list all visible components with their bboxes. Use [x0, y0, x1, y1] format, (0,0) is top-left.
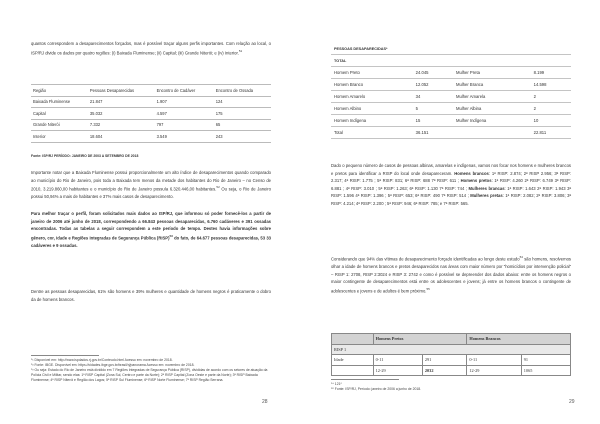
- table-cell: Baixada Fluminense: [33, 99, 71, 105]
- table-cell: 3.549: [156, 133, 167, 139]
- paragraph-baixada: Importante notar que a Baixada Fluminense possui proporcionalmente um alto índice de desaparecimentos quando comparado ao município do Rio de Janeiro, pois toda a Baixada tem menos da metade dos habitantes do Rio de Janeiro – no Censo de 2010, 3.219.860,00 habitantes e o município do Rio de Janeiro possuía 6.320.446,00 habitantes.$^{52}$ Ou seja, o Rio de Janeiro possui 50,94% a mais de habitantes e 37% mais casos de desaparecimento.: [31, 170, 271, 200]
- page-number: 29: [569, 399, 575, 405]
- table-cell: 65: [215, 122, 221, 128]
- table-cell: Homem Amarelo: [334, 94, 366, 99]
- region-table-header: [31, 85, 271, 97]
- table-cell: 12.052: [415, 82, 429, 87]
- table-row: [31, 108, 271, 120]
- table-cell: Total: [334, 130, 343, 135]
- footnote: ⁵³ Ou seja: Estado do Rio de Janeiro está dividido em 7 Regiões Integradas de Segurança Pública (RISP), divididas de acordo com os setores de atuação da Polícia Civil e Militar, sendo elas: 1ª RISP Capital (Zona Sul, Centro e parte da Norte); 2ª RISP Capital (Zona Oeste e parte da Norte); 3ª RISP Baixada Fluminense; 4ª RISP Niterói e Região dos Lagos; 5ª RISP Sul Fluminense; 6ª RISP Norte Fluminense; 7ª RISP Região Serrana.: [31, 367, 268, 382]
- intro-paragraph: quantos correspondem a desaparecimentos forçados, mas é possível traçar alguns perfis importantes. Com relação ao local, o ISP/RJ divide os dados por quatro regiões: (i) Baixada Fluminense; (ii) Capital; (iii) Grande Niterói; e (iv) Interior.$^{51}$: [31, 41, 271, 55]
- table-cell: 2032: [422, 365, 467, 376]
- table-cell: 243: [215, 133, 223, 139]
- header-cell: Encontro de Ossada: [215, 87, 254, 93]
- table-cell: 175: [215, 110, 223, 116]
- header-cell: [332, 334, 374, 345]
- table-cell: 4.597: [156, 110, 167, 116]
- table-row: [31, 119, 271, 131]
- missing-persons-table: [331, 43, 571, 139]
- table-cell: 2: [533, 106, 536, 111]
- region-table: [31, 84, 271, 143]
- table-title: PESSOAS DESAPARECIDAS*: [334, 46, 388, 51]
- table-cell: 5: [415, 106, 419, 111]
- table-cell: 14.598: [533, 82, 547, 87]
- table-row: [331, 115, 571, 127]
- paragraph-profile: Para melhor traçar o perfil, foram solicitados mais dados ao ISP/RJ, que informou só poder fornecê-los a partir de janeiro de 2006 até junho de 2018, correspondendo a 66.843 pessoas desaparecidas, 6.760 cadáveres e 391 ossadas encontradas. Todas as tabelas a seguir correspondem a este período de tempo. Destes havia informações sobre gênero, cor, idade e Regiões Integradas de Segurança Pública (RISP)$^{53}$ do fato, de 64.677 pessoas desaparecidas, 53 33 cadáveres e 9 ossadas.: [31, 211, 271, 248]
- table-cell: 797: [156, 122, 164, 128]
- footnote-divider: [31, 355, 99, 356]
- header-cell: Encontro de Cadáver: [156, 87, 196, 93]
- table-row: [332, 365, 571, 376]
- table-cell: Interior: [33, 133, 46, 139]
- header-cell: Pessoas Desaparecidas: [89, 87, 135, 93]
- table-row: [332, 355, 571, 366]
- table-row: [331, 103, 571, 115]
- table-cell: Mulher Albina: [455, 106, 482, 111]
- table-cell: 18.604: [89, 133, 103, 139]
- table-cell: Mulher Branca: [455, 82, 484, 87]
- table-row: [331, 127, 571, 139]
- table-cell: Mulher Indígena: [455, 118, 487, 123]
- table-cell: 1.907: [156, 99, 167, 105]
- table-cell: 34: [415, 94, 421, 99]
- page-number: 28: [262, 399, 268, 405]
- table-row: [31, 96, 271, 108]
- footnote: ⁵² Fonte: IBGE. Disponível em: https://cidades.ibge.gov.br/brasil/rj/panorama Acesso em: novembro de 2018.: [31, 362, 195, 367]
- paragraph-risp: Dado o pequeno número de casos de pessoas albinas, amarelas e indígenas, vamos nos focar nos homens e mulheres brancos e pretos para identificar a RISP do local onde desapareceram. Homens brancos: 1ª RISP: 2.874; 2ª RISP 2.956; 3ª RISP: 2.317; 4ª RISP: 1.775 ; 5ª RISP: 831; 6ª RISP: 688 7ª RISP: 611 ; Homens pretos: 1ª RISP: 4.260 2ª RISP: 6.749 3ª RISP: 6.881 ; 4ª RISP: 3.010 ; 5ª RISP: 1.263; 6ª RISP: 1.130 7ª RISP: 744 ; Mulheres brancas: 1ª RISP: 1.643 2ª RISP: 1.943 3ª RISP: 1.596 4ª RISP: 1.396 ; 5ª RISP: 653; 6ª RISP: 490 7ª RISP: 514 ; Mulheres pretas: 1ª RISP: 2.082; 2ª RISP: 3.806; 3ª RISP: 4.214; 4ª RISP: 2.200 ; 5ª RISP: 946; 6ª RISP: 785; e 7ª RISP: 565.: [331, 163, 572, 206]
- table-title-row: [331, 43, 571, 55]
- table-subtitle-row: [331, 55, 571, 67]
- table-cell: 8.199: [533, 70, 545, 75]
- table-cell: 21.847: [89, 99, 103, 105]
- table-cell: 36.151: [415, 130, 429, 135]
- table-cell: 7.332: [89, 122, 101, 128]
- table-cell: 10: [533, 118, 539, 123]
- table-source: Fonte: ISP/RJ PERÍODO: JANEIRO DE 2003 A SETEMBRO DE 2018: [31, 154, 139, 158]
- header-cell: Região: [33, 87, 46, 93]
- table-cell: 2: [533, 94, 536, 99]
- footnote: ⁵⁴ 121º: [331, 382, 342, 386]
- age-table-group-row: [332, 344, 571, 355]
- header-cell: Homens Brancos: [467, 334, 571, 345]
- table-cell: 22.811: [533, 130, 547, 135]
- age-table-header: [332, 334, 571, 345]
- table-cell: 124: [215, 99, 223, 105]
- table-cell: 0-11: [467, 355, 521, 366]
- table-row: [331, 67, 571, 79]
- table-cell: Mulher Amarela: [455, 94, 486, 99]
- table-cell: 291: [422, 355, 467, 366]
- paragraph-age: Considerando que 94% das vítimas de desaparecimento forçado identificadas ao longo deste estudo$^{54}$ são homens, resolvemos olhar a idade de homens brancos e pretos desaparecidos nas áreas com maior número por “homicídios por intervenção policial” – RISP 1: 2708, RISP 2:3024 e RISP 3: 2742 e como é possível se depreender dos dados abaixo: entre os homens negros o maior contingente de desaparecimentos está entre os adolescentes e jovens; já entre os homens brancos o contingente de adolescentes e jovens e de adultos é bem próximo.$^{55}$: [331, 255, 571, 294]
- table-cell: Idade: [332, 355, 374, 366]
- table-cell: 91: [521, 355, 570, 366]
- table-cell: 0-11: [373, 355, 422, 366]
- table-cell: Mulher Preta: [455, 70, 480, 75]
- right-page: [300, 0, 600, 424]
- table-cell: Homem Indígena: [334, 118, 367, 123]
- table-cell: Homem Albino: [334, 106, 362, 111]
- table-cell: 35.032: [89, 110, 103, 116]
- table-cell: [332, 365, 374, 376]
- table-row: [331, 91, 571, 103]
- paragraph-gender: Dentre as pessoas desaparecidas, 61% são homens e 39% mulheres e quantidade de homens negros é praticamente o dobro da de homens brancos.: [31, 289, 271, 302]
- table-cell: Capital: [33, 110, 46, 116]
- table-subtitle: TOTAL: [334, 58, 347, 63]
- footnote-divider: [331, 379, 399, 380]
- table-cell: Grande Niterói: [33, 122, 60, 128]
- table-cell: Homem Branco: [334, 82, 364, 87]
- table-cell: Homem Preto: [334, 70, 360, 75]
- group-cell: RISP 1: [332, 344, 571, 355]
- table-cell: 1065: [521, 365, 570, 376]
- footnotes: [31, 358, 271, 383]
- table-cell: 12-29: [373, 365, 422, 376]
- table-cell: 15: [415, 118, 421, 123]
- table-row: [31, 131, 271, 143]
- footnote: ⁵⁵ Fonte: ISP/RJ, Período: janeiro de 2006 a junho de 2018.: [331, 386, 422, 391]
- table-row: [331, 79, 571, 91]
- age-table: [331, 333, 571, 376]
- table-cell: 12-29: [467, 365, 521, 376]
- footnote: ⁵¹ Disponível em: http://www.ispdados.rj.gov.br/Conteudo.html Acesso em: novembro de 2018.: [31, 358, 173, 362]
- table-cell: 24.045: [415, 70, 429, 75]
- table-cell: [453, 127, 531, 139]
- footnotes: [331, 382, 571, 392]
- header-cell: Homens Pretos: [373, 334, 467, 345]
